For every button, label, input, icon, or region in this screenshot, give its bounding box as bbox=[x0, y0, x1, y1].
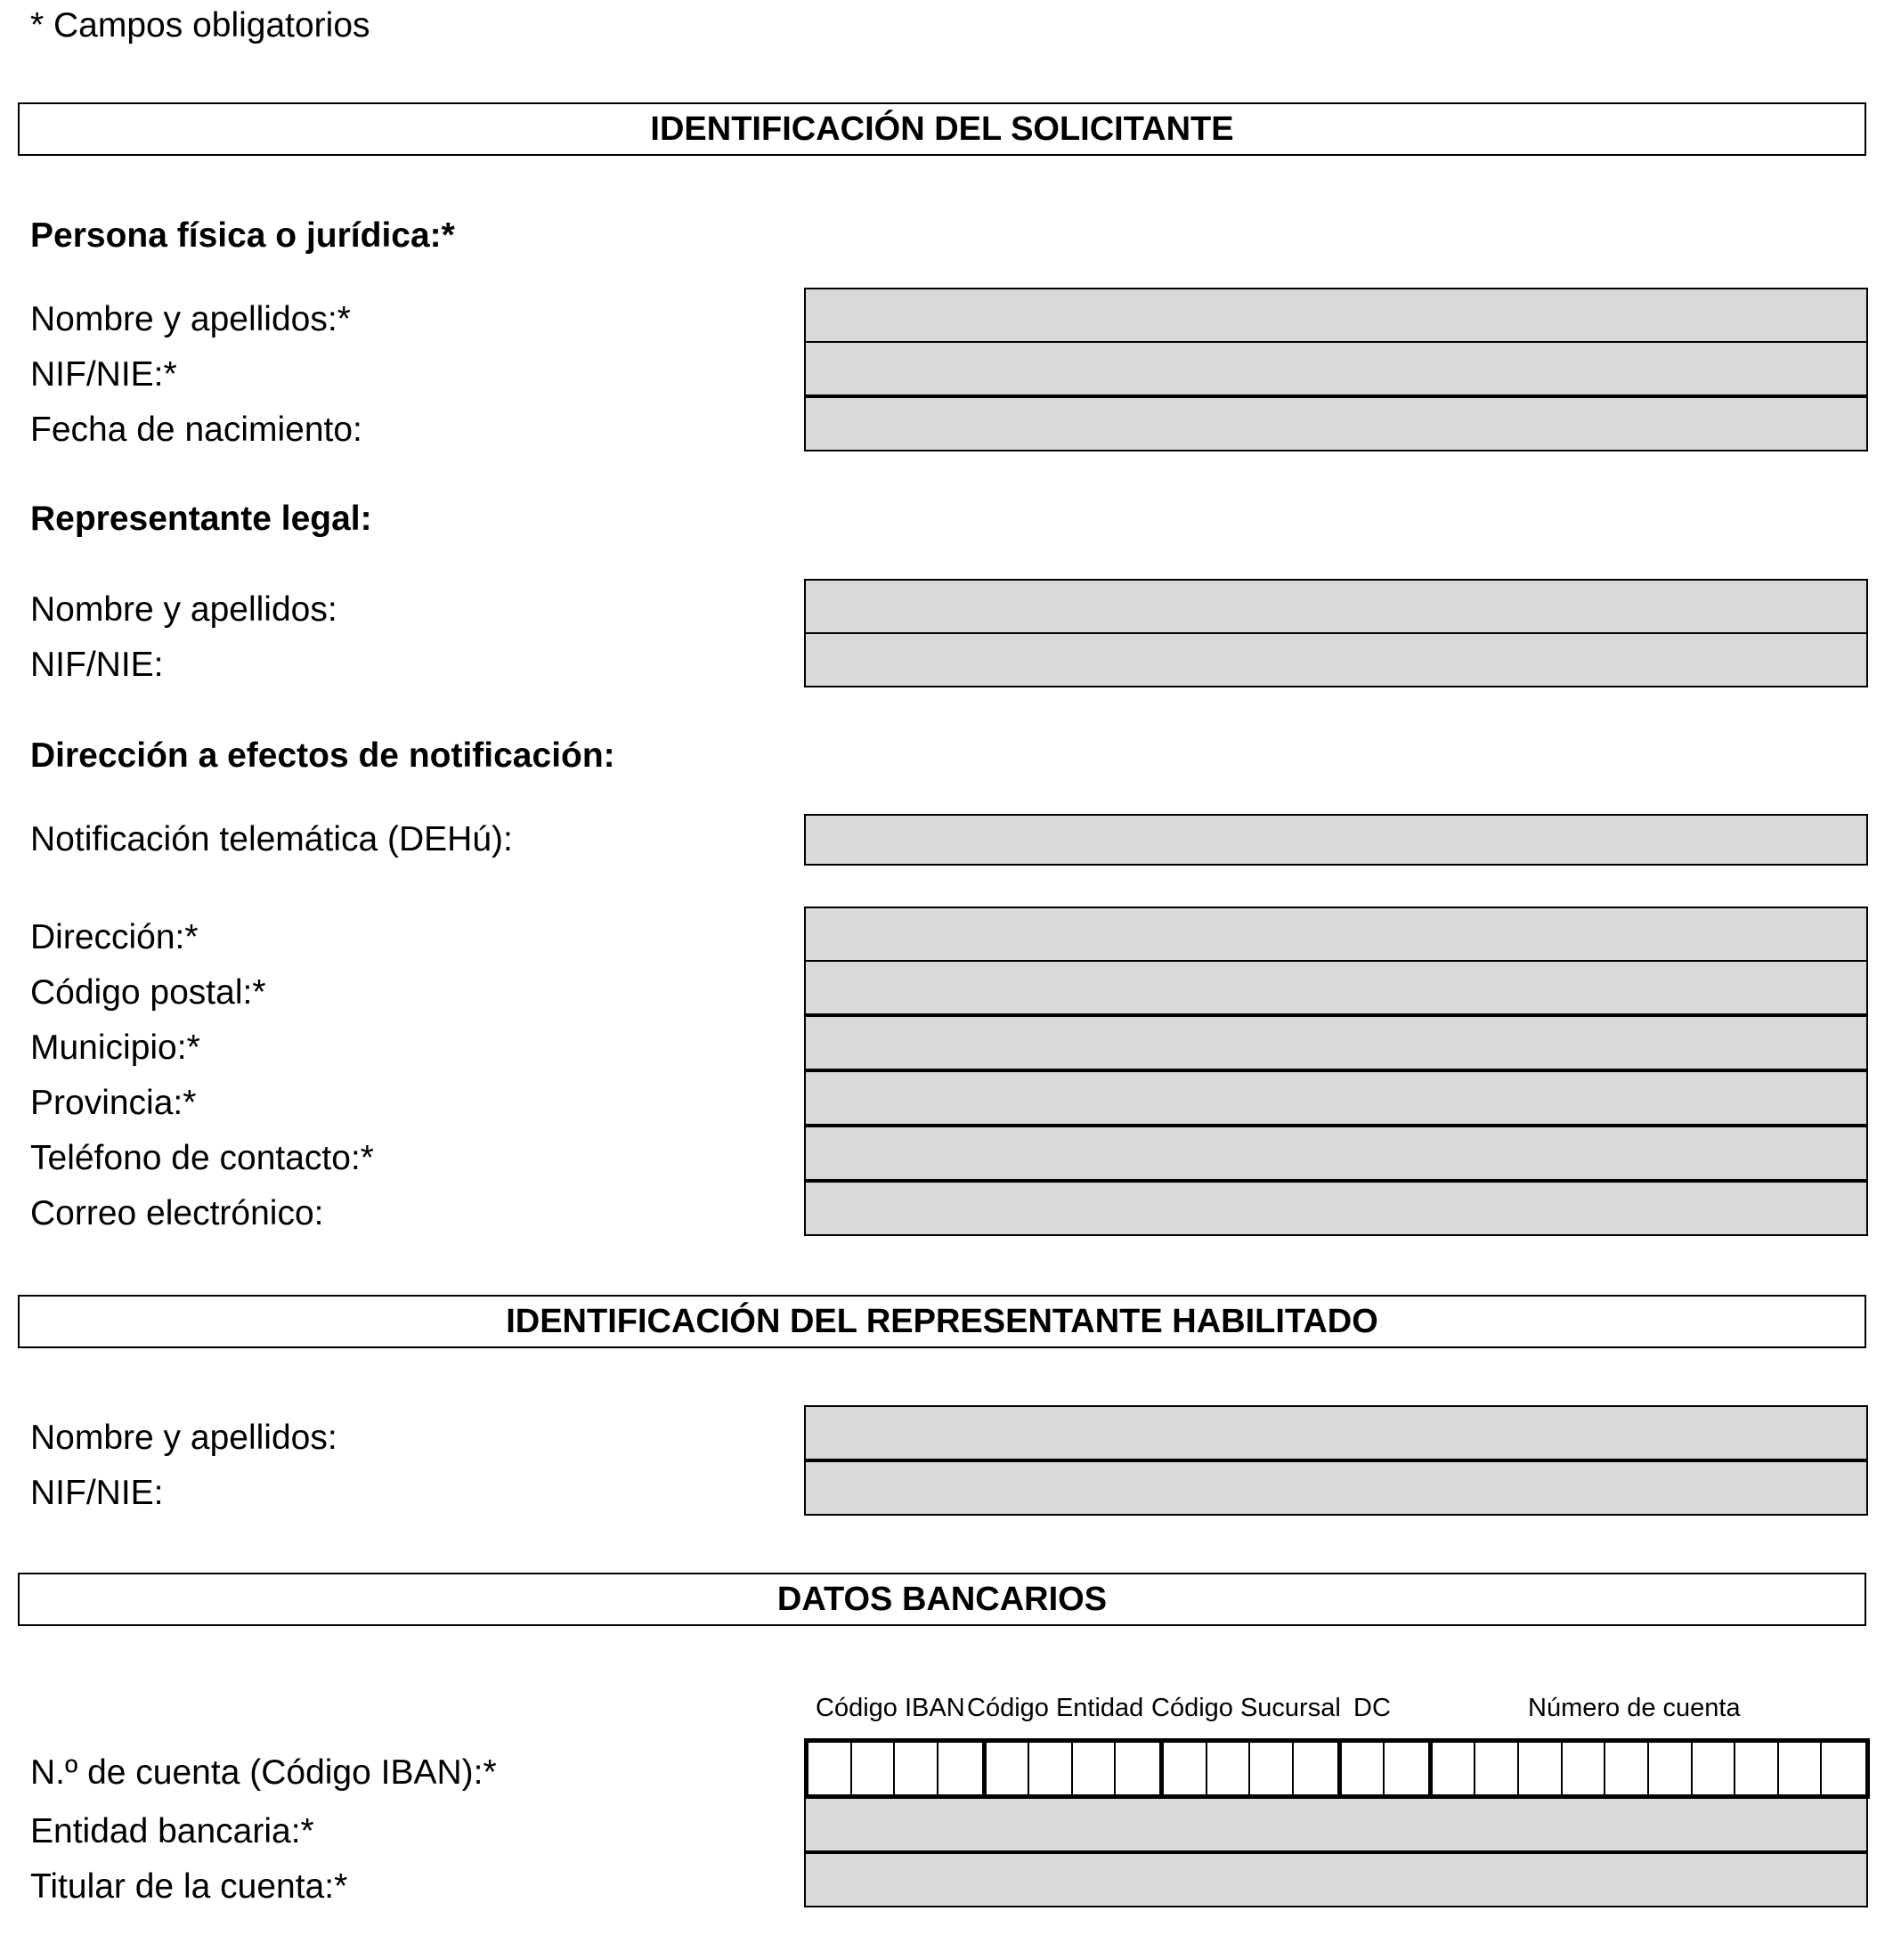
input-fecha-nacimiento[interactable] bbox=[804, 396, 1868, 451]
iban-header-sucursal: Código Sucursal bbox=[1151, 1694, 1341, 1722]
iban-cell[interactable] bbox=[852, 1743, 896, 1794]
iban-cell[interactable] bbox=[1779, 1743, 1823, 1794]
label-nif-representante: NIF/NIE: bbox=[30, 646, 164, 684]
subhead-direccion: Dirección a efectos de notificación: bbox=[30, 736, 615, 775]
iban-cell[interactable] bbox=[1735, 1743, 1779, 1794]
label-codigo-postal: Código postal:* bbox=[30, 973, 266, 1012]
input-nif-solicitante[interactable] bbox=[804, 341, 1868, 396]
iban-cell[interactable] bbox=[1385, 1743, 1428, 1794]
iban-header-dc: DC bbox=[1353, 1694, 1391, 1722]
label-titular-cuenta: Titular de la cuenta:* bbox=[30, 1867, 348, 1906]
label-nombre-solicitante: Nombre y apellidos:* bbox=[30, 300, 351, 338]
iban-cell[interactable] bbox=[987, 1743, 1030, 1794]
label-telefono: Teléfono de contacto:* bbox=[30, 1139, 374, 1177]
subhead-persona: Persona física o jurídica:* bbox=[30, 216, 455, 255]
label-nombre-representante: Nombre y apellidos: bbox=[30, 590, 337, 629]
label-nombre-habilitado: Nombre y apellidos: bbox=[30, 1419, 337, 1457]
iban-group-iban bbox=[808, 1743, 987, 1794]
iban-cell[interactable] bbox=[938, 1743, 982, 1794]
input-municipio[interactable] bbox=[804, 1015, 1868, 1070]
input-provincia[interactable] bbox=[804, 1070, 1868, 1126]
iban-grid[interactable] bbox=[804, 1738, 1870, 1799]
input-titular-cuenta[interactable] bbox=[804, 1852, 1868, 1907]
iban-cell[interactable] bbox=[1563, 1743, 1606, 1794]
label-entidad-bancaria: Entidad bancaria:* bbox=[30, 1812, 314, 1850]
input-entidad-bancaria[interactable] bbox=[804, 1797, 1868, 1852]
input-nombre-habilitado[interactable] bbox=[804, 1405, 1868, 1460]
iban-cell[interactable] bbox=[1433, 1743, 1476, 1794]
input-nombre-representante[interactable] bbox=[804, 579, 1868, 634]
label-direccion: Dirección:* bbox=[30, 918, 199, 956]
iban-cell[interactable] bbox=[1073, 1743, 1117, 1794]
label-nif-habilitado: NIF/NIE: bbox=[30, 1474, 164, 1512]
iban-cell[interactable] bbox=[808, 1743, 852, 1794]
label-numero-cuenta: N.º de cuenta (Código IBAN):* bbox=[30, 1753, 497, 1792]
iban-cell[interactable] bbox=[1605, 1743, 1649, 1794]
required-fields-note: * Campos obligatorios bbox=[30, 6, 370, 45]
iban-cell[interactable] bbox=[1029, 1743, 1073, 1794]
iban-group-entidad bbox=[987, 1743, 1165, 1794]
iban-header-numero-cuenta: Número de cuenta bbox=[1528, 1694, 1741, 1722]
label-provincia: Provincia:* bbox=[30, 1084, 197, 1122]
iban-cell[interactable] bbox=[1250, 1743, 1294, 1794]
iban-cell[interactable] bbox=[1294, 1743, 1337, 1794]
label-notificacion-telematica: Notificación telemática (DEHú): bbox=[30, 820, 513, 858]
section-header-solicitante: IDENTIFICACIÓN DEL SOLICITANTE bbox=[18, 102, 1866, 156]
iban-header-entidad: Código Entidad bbox=[967, 1694, 1144, 1722]
iban-cell[interactable] bbox=[895, 1743, 938, 1794]
label-municipio: Municipio:* bbox=[30, 1029, 200, 1067]
input-nif-representante[interactable] bbox=[804, 632, 1868, 687]
iban-cell[interactable] bbox=[1342, 1743, 1385, 1794]
input-direccion[interactable] bbox=[804, 907, 1868, 962]
subhead-representante-legal: Representante legal: bbox=[30, 500, 372, 538]
iban-cell[interactable] bbox=[1207, 1743, 1251, 1794]
iban-cell[interactable] bbox=[1822, 1743, 1865, 1794]
input-correo[interactable] bbox=[804, 1181, 1868, 1236]
section-header-bancarios: DATOS BANCARIOS bbox=[18, 1573, 1866, 1626]
input-codigo-postal[interactable] bbox=[804, 960, 1868, 1015]
input-nif-habilitado[interactable] bbox=[804, 1460, 1868, 1516]
input-nombre-solicitante[interactable] bbox=[804, 288, 1868, 343]
iban-cell[interactable] bbox=[1475, 1743, 1519, 1794]
label-fecha-nacimiento: Fecha de nacimiento: bbox=[30, 411, 362, 449]
iban-cell[interactable] bbox=[1693, 1743, 1736, 1794]
input-notificacion-telematica[interactable] bbox=[804, 814, 1868, 866]
iban-group-cuenta bbox=[1433, 1743, 1865, 1794]
iban-cell[interactable] bbox=[1519, 1743, 1563, 1794]
iban-group-sucursal bbox=[1164, 1743, 1342, 1794]
iban-group-dc bbox=[1342, 1743, 1433, 1794]
iban-cell[interactable] bbox=[1649, 1743, 1693, 1794]
iban-cell[interactable] bbox=[1116, 1743, 1159, 1794]
section-header-habilitado: IDENTIFICACIÓN DEL REPRESENTANTE HABILITADO bbox=[18, 1295, 1866, 1348]
label-correo: Correo electrónico: bbox=[30, 1194, 324, 1232]
label-nif-solicitante: NIF/NIE:* bbox=[30, 355, 177, 394]
iban-cell[interactable] bbox=[1164, 1743, 1207, 1794]
iban-header-iban: Código IBAN bbox=[816, 1694, 965, 1722]
input-telefono[interactable] bbox=[804, 1126, 1868, 1181]
